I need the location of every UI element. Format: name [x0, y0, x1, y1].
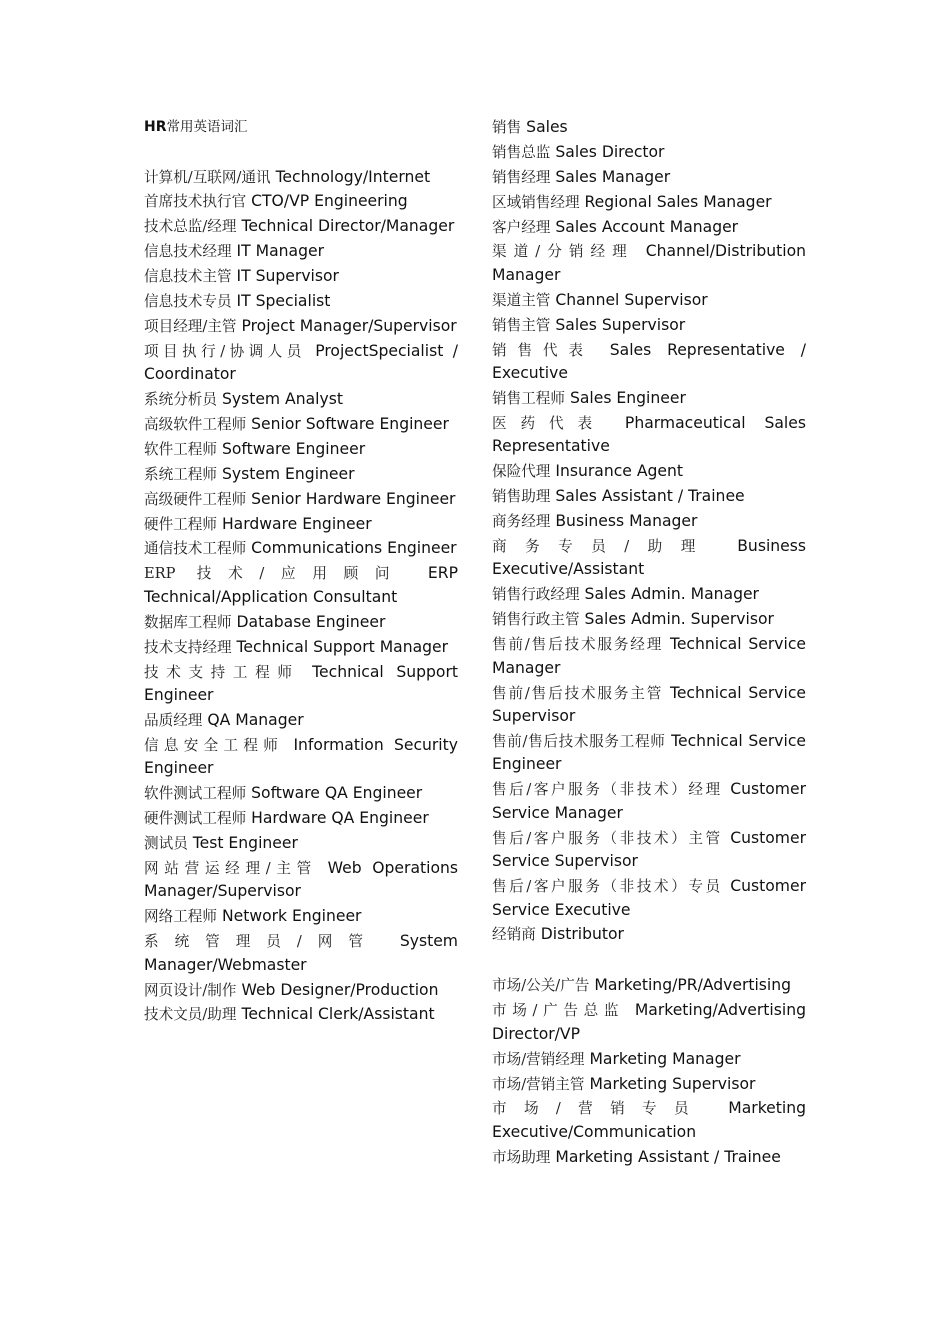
term-english: CTO/VP Engineering	[251, 192, 408, 211]
term-chinese: 软件工程师	[144, 440, 217, 458]
term-english: Technical Service Engineer	[492, 731, 807, 774]
term-chinese: ERP 技术/应用顾问	[144, 565, 407, 583]
term-chinese: 品质经理	[144, 711, 203, 729]
term-entry	[492, 974, 806, 998]
term-english: IT Manager	[236, 242, 324, 261]
term-english: Business Executive/Assistant	[492, 536, 806, 579]
left-term-list	[144, 166, 458, 1027]
term-english: Information Security Engineer	[144, 735, 458, 778]
term-entry	[144, 734, 458, 781]
term-entry	[144, 413, 458, 437]
term-english: Database Engineer	[236, 612, 386, 631]
term-english: Customer Service Supervisor	[492, 828, 806, 871]
term-entry	[144, 930, 458, 977]
term-entry	[144, 265, 458, 289]
term-english: Distributor	[540, 925, 624, 944]
term-chinese: 销售代表	[492, 341, 594, 359]
term-english: Technical Service Manager	[492, 635, 806, 677]
term-chinese: 硬件测试工程师	[144, 810, 247, 828]
term-chinese: 销售总监	[492, 143, 551, 161]
term-english: Technical Support Manager	[236, 637, 449, 656]
term-chinese: 区域销售经理	[492, 193, 580, 211]
term-chinese: 高级软件工程师	[144, 416, 247, 434]
term-entry	[144, 215, 458, 239]
term-entry	[492, 778, 806, 825]
term-chinese: 渠道/分销经理	[492, 243, 634, 261]
term-chinese: 测试员	[144, 834, 188, 852]
term-chinese: 售后/客户服务（非技术）主管	[492, 829, 723, 847]
term-chinese: 售前/售后技术服务主管	[492, 684, 664, 702]
term-chinese: 硬件工程师	[144, 515, 217, 533]
term-entry	[144, 438, 458, 462]
term-english: Sales Representative / Executive	[492, 340, 806, 383]
term-chinese: 网络工程师	[144, 908, 217, 926]
term-english: Hardware Engineer	[221, 514, 372, 533]
term-english: Sales Engineer	[569, 389, 686, 408]
term-entry	[144, 832, 458, 856]
term-english: Software QA Engineer	[251, 784, 423, 803]
term-entry	[492, 999, 806, 1046]
term-chinese: 首席技术执行官	[144, 193, 247, 211]
term-chinese: 售后/客户服务（非技术）专员	[492, 878, 723, 896]
term-chinese: 医药代表	[492, 414, 607, 432]
term-chinese: 数据库工程师	[144, 613, 232, 631]
term-chinese: 技术支持经理	[144, 638, 232, 656]
term-entry	[144, 537, 458, 561]
term-entry	[492, 1146, 806, 1170]
term-entry	[144, 782, 458, 806]
term-english: Software Engineer	[221, 439, 366, 458]
term-entry	[492, 314, 806, 338]
term-chinese: 客户经理	[492, 218, 551, 236]
term-entry	[492, 583, 806, 607]
term-english: Technical Clerk/Assistant	[241, 1005, 435, 1024]
term-entry	[492, 116, 806, 140]
term-chinese: 项目执行/协调人员	[144, 342, 306, 360]
term-chinese: 网站营运经理/主管	[144, 859, 317, 877]
term-chinese: 商务经理	[492, 513, 551, 531]
term-entry	[144, 1003, 458, 1027]
term-entry	[492, 339, 806, 386]
term-entry	[492, 1097, 806, 1144]
term-english: System Analyst	[221, 390, 343, 409]
term-entry	[492, 216, 806, 240]
term-entry	[144, 488, 458, 512]
term-entry	[492, 730, 806, 777]
term-chinese: 售前/售后技术服务工程师	[492, 732, 666, 750]
term-chinese: 销售主管	[492, 316, 551, 334]
term-entry	[492, 923, 806, 947]
term-chinese: 计算机/互联网/通讯	[144, 168, 271, 186]
term-english: QA Manager	[207, 710, 304, 729]
term-entry	[144, 290, 458, 314]
term-entry	[144, 636, 458, 660]
term-english: Senior Software Engineer	[251, 415, 449, 434]
term-english: Marketing Manager	[589, 1049, 741, 1068]
term-chinese: 商务专员/助理	[492, 537, 714, 555]
term-chinese: 技术文员/助理	[144, 1006, 237, 1024]
term-english: Channel/Distribution Manager	[492, 242, 806, 284]
term-entry	[144, 315, 458, 339]
term-chinese: 项目经理/主管	[144, 317, 237, 335]
term-english: Pharmaceutical Sales Representative	[492, 413, 806, 456]
term-entry	[144, 857, 458, 904]
term-english: System Engineer	[221, 464, 355, 483]
term-english: Web Designer/Production	[241, 980, 439, 999]
term-english: Channel Supervisor	[555, 290, 708, 309]
term-entry	[492, 412, 806, 459]
term-chinese: 销售经理	[492, 168, 551, 186]
term-entry	[492, 608, 806, 632]
term-chinese: 销售行政主管	[492, 611, 580, 629]
term-entry	[144, 340, 458, 387]
term-english: Network Engineer	[221, 907, 362, 926]
document-title	[144, 116, 458, 140]
term-english: Sales Director	[555, 142, 665, 161]
term-chinese: 系统管理员/网管	[144, 933, 379, 951]
term-entry	[492, 1048, 806, 1072]
term-chinese: 销售	[492, 119, 522, 136]
term-chinese: 信息技术经理	[144, 243, 232, 261]
term-entry	[492, 1073, 806, 1097]
term-entry	[144, 240, 458, 264]
term-chinese: 销售工程师	[492, 390, 565, 408]
term-chinese: 市场/营销专员	[492, 1100, 706, 1118]
term-chinese: 系统分析员	[144, 391, 217, 409]
term-chinese: 销售行政经理	[492, 586, 580, 604]
term-chinese: 通信技术工程师	[144, 540, 247, 558]
term-entry	[492, 460, 806, 484]
term-entry	[144, 463, 458, 487]
term-english: Web Operations Manager/Supervisor	[144, 858, 458, 901]
term-english: Sales Admin. Manager	[584, 585, 759, 604]
term-chinese: 保险代理	[492, 463, 551, 481]
term-english: System Manager/Webmaster	[144, 932, 458, 974]
term-english: Technical Director/Manager	[241, 217, 455, 236]
term-entry	[144, 905, 458, 929]
term-chinese: 售后/客户服务（非技术）经理	[492, 781, 723, 799]
term-entry	[492, 485, 806, 509]
term-entry	[144, 611, 458, 635]
term-english: Insurance Agent	[555, 462, 683, 481]
term-english: Customer Service Executive	[492, 877, 806, 919]
section-gap	[492, 948, 806, 974]
term-english: ProjectSpecialist / Coordinator	[144, 341, 458, 384]
term-chinese: 软件测试工程师	[144, 785, 247, 803]
term-english: Hardware QA Engineer	[251, 809, 429, 828]
term-chinese: 经销商	[492, 926, 536, 944]
title-hr: HR	[144, 119, 167, 135]
term-english: IT Supervisor	[236, 267, 339, 286]
term-entry	[144, 190, 458, 214]
term-chinese: 渠道主管	[492, 291, 551, 309]
term-entry	[492, 166, 806, 190]
term-english: Customer Service Manager	[492, 780, 806, 822]
term-english: Marketing Executive/Communication	[492, 1099, 806, 1141]
term-english: Technical Support Engineer	[144, 662, 458, 705]
term-english: Marketing Supervisor	[589, 1074, 756, 1093]
term-entry	[144, 661, 458, 708]
term-chinese: 信息技术主管	[144, 268, 232, 286]
term-english: Test Engineer	[192, 833, 298, 852]
term-english: IT Specialist	[236, 291, 331, 310]
term-chinese: 市场/营销主管	[492, 1075, 585, 1093]
term-english: Communications Engineer	[251, 539, 457, 558]
term-chinese: 市场/营销经理	[492, 1050, 585, 1068]
term-entry	[492, 633, 806, 680]
term-english: Sales Assistant / Trainee	[555, 487, 745, 506]
term-chinese: 市场/广告总监	[492, 1002, 625, 1020]
term-english: Sales Admin. Supervisor	[584, 610, 774, 629]
title-text: 常用英语词汇	[166, 119, 248, 135]
term-chinese: 技术总监/经理	[144, 218, 237, 236]
term-english: Regional Sales Manager	[584, 192, 772, 211]
term-english: Business Manager	[555, 512, 698, 531]
term-entry	[492, 510, 806, 534]
term-chinese: 系统工程师	[144, 465, 217, 483]
term-entry	[144, 979, 458, 1003]
marketing-term-list	[492, 974, 806, 1169]
term-entry	[492, 289, 806, 313]
term-entry	[492, 535, 806, 582]
term-english: Marketing Assistant / Trainee	[555, 1147, 781, 1166]
term-entry	[144, 166, 458, 190]
term-english: Sales Manager	[555, 167, 671, 186]
term-english: Technical Service Supervisor	[492, 683, 806, 726]
term-entry	[492, 827, 806, 874]
term-chinese: 市场助理	[492, 1148, 551, 1166]
term-entry	[144, 388, 458, 412]
sales-term-list	[492, 116, 806, 947]
term-english: Senior Hardware Engineer	[251, 489, 456, 508]
term-entry	[144, 513, 458, 537]
term-chinese: 销售助理	[492, 488, 551, 506]
term-english: Sales Account Manager	[555, 217, 739, 236]
term-english: Technology/Internet	[275, 167, 431, 186]
term-entry	[492, 682, 806, 729]
term-entry	[492, 875, 806, 922]
term-english: Marketing/PR/Advertising	[594, 976, 792, 995]
term-english: Sales Supervisor	[555, 315, 686, 334]
term-entry	[492, 141, 806, 165]
term-entry	[492, 240, 806, 287]
term-chinese: 网页设计/制作	[144, 981, 237, 999]
term-entry	[144, 709, 458, 733]
term-english: Marketing/Advertising Director/VP	[492, 1001, 806, 1043]
term-chinese: 信息安全工程师	[144, 736, 284, 754]
term-english: Sales	[526, 118, 568, 136]
term-entry	[492, 387, 806, 411]
term-chinese: 高级硬件工程师	[144, 490, 247, 508]
term-chinese: 售前/售后技术服务经理	[492, 636, 664, 654]
term-entry	[144, 562, 458, 609]
term-entry	[492, 191, 806, 215]
term-english: ERP Technical/Application Consultant	[144, 564, 458, 606]
term-english: Project Manager/Supervisor	[241, 316, 457, 335]
left-column	[144, 116, 458, 1028]
term-entry	[144, 807, 458, 831]
term-chinese: 信息技术专员	[144, 292, 232, 310]
right-column	[492, 116, 806, 1171]
term-chinese: 市场/公关/广告	[492, 977, 590, 995]
term-chinese: 技术支持工程师	[144, 663, 300, 681]
